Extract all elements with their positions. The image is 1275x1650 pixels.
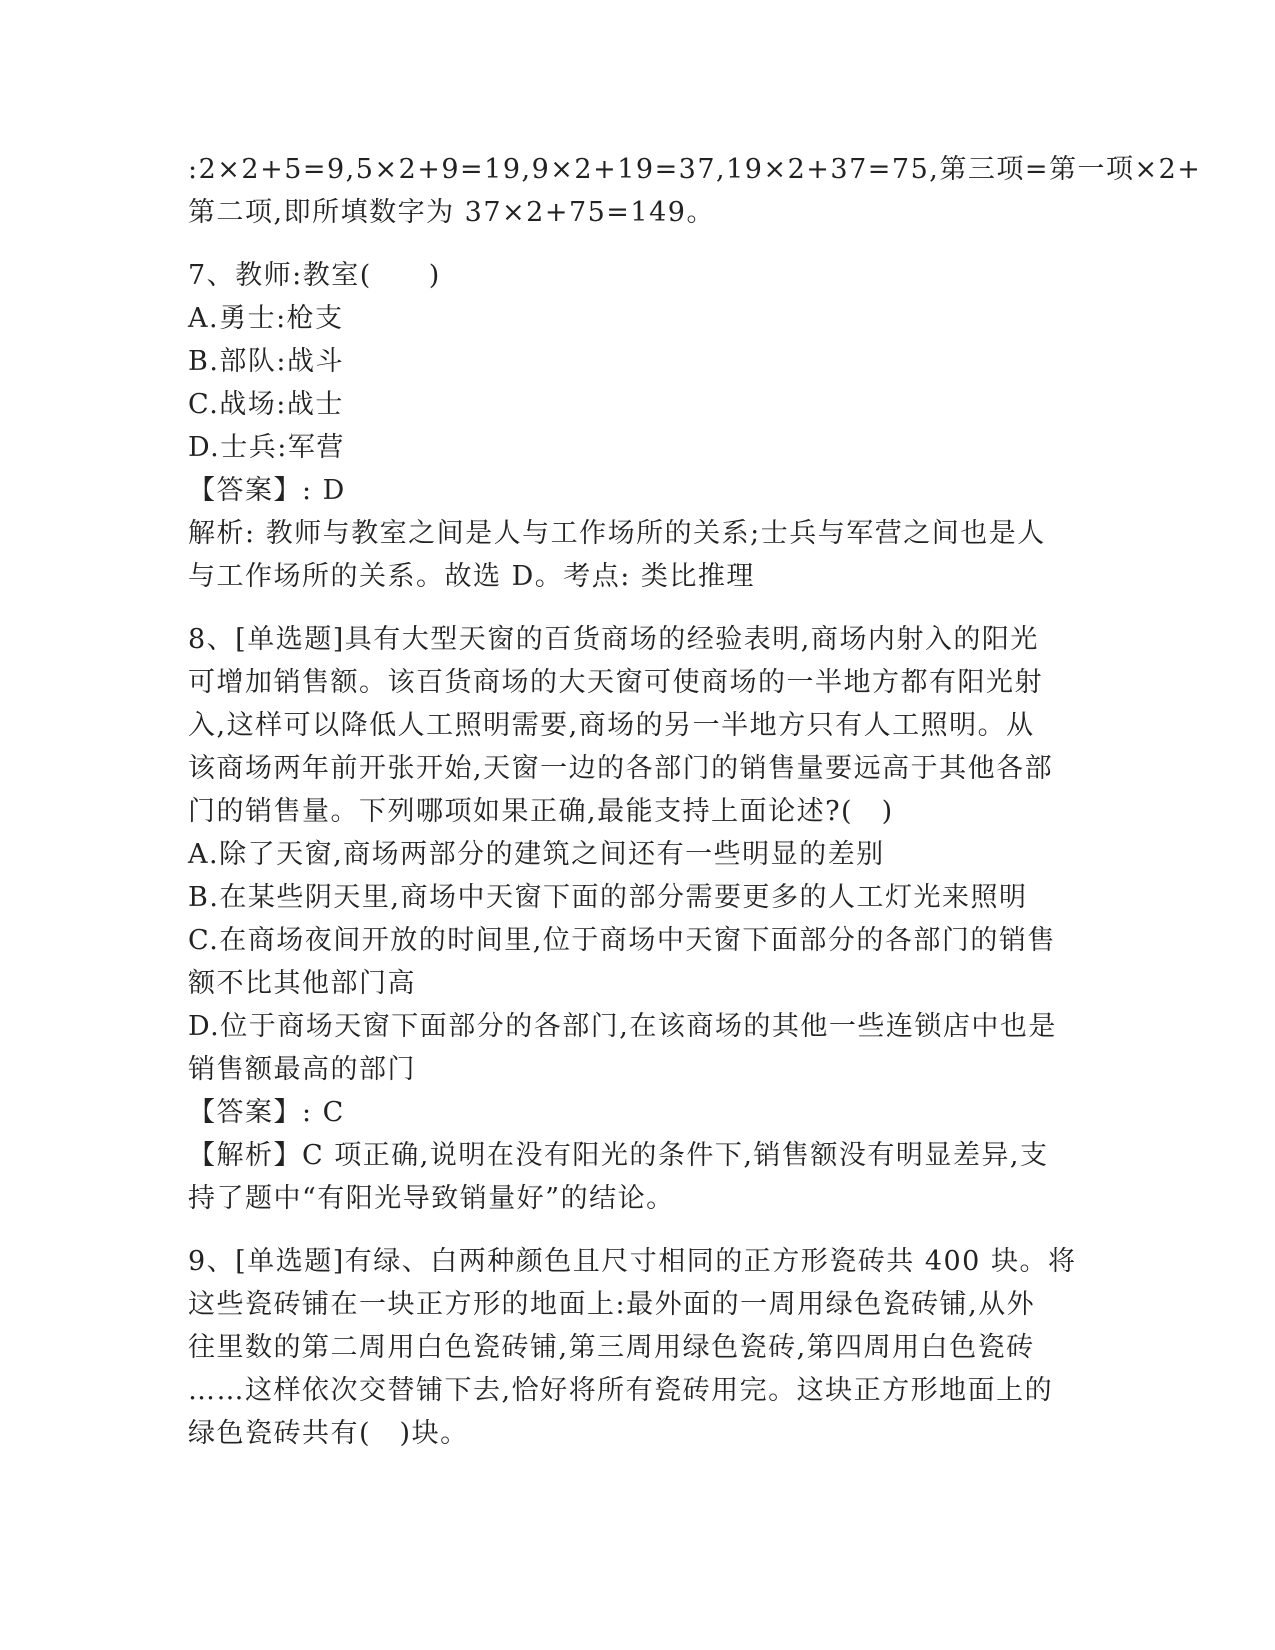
question-8-option-b: B.在某些阴天里,商场中天窗下面的部分需要更多的人工灯光来照明 <box>188 882 1028 913</box>
question-8-option-c: C.在商场夜间开放的时间里,位于商场中天窗下面部分的各部门的销售 <box>188 925 1056 956</box>
question-8-answer: 【答案】: C <box>188 1097 345 1128</box>
question-8-stem-line: 该商场两年前开张开始,天窗一边的各部门的销售量要远高于其他各部 <box>188 753 1054 784</box>
question-7-answer: 【答案】: D <box>188 475 346 506</box>
question-7-stem: 7、教师:教室( ) <box>188 260 441 291</box>
question-7-analysis-line: 解析: 教师与教室之间是人与工作场所的关系;士兵与军营之间也是人 <box>188 518 1046 549</box>
question-8-option-c-cont: 额不比其他部门高 <box>188 968 416 999</box>
question-7-option-c: C.战场:战士 <box>188 389 344 420</box>
question-7-option-b: B.部队:战斗 <box>188 346 345 377</box>
intro-line: :2×2+5=9,5×2+9=19,9×2+19=37,19×2+37=75,第三项=第一项×2+ <box>188 154 1202 185</box>
intro-line: 第二项,即所填数字为 37×2+75=149。 <box>188 197 715 228</box>
question-8-stem-line: 入,这样可以降低人工照明需要,商场的另一半地方只有人工照明。从 <box>188 710 1035 741</box>
question-8-analysis-line: 持了题中“有阳光导致销量好”的结论。 <box>188 1183 675 1214</box>
question-7-option-a: A.勇士:枪支 <box>188 303 344 334</box>
question-8-analysis-line: 【解析】C 项正确,说明在没有阳光的条件下,销售额没有明显差异,支 <box>188 1140 1049 1171</box>
question-8-stem-line: 门的销售量。下列哪项如果正确,最能支持上面论述?( ) <box>188 796 894 827</box>
question-8-stem-line: 可增加销售额。该百货商场的大天窗可使商场的一半地方都有阳光射 <box>188 667 1043 698</box>
question-8-option-d: D.位于商场天窗下面部分的各部门,在该商场的其他一些连锁店中也是 <box>188 1011 1057 1042</box>
question-9-stem-line: 9、[单选题]有绿、白两种颜色且尺寸相同的正方形瓷砖共 400 块。将 <box>188 1246 1077 1277</box>
question-9-stem-line: 这些瓷砖铺在一块正方形的地面上:最外面的一周用绿色瓷砖铺,从外 <box>188 1289 1036 1320</box>
question-8-option-a: A.除了天窗,商场两部分的建筑之间还有一些明显的差别 <box>188 839 885 870</box>
question-7-option-d: D.士兵:军营 <box>188 432 345 463</box>
question-9-stem-line: 往里数的第二周用白色瓷砖铺,第三周用绿色瓷砖,第四周用白色瓷砖 <box>188 1332 1035 1363</box>
question-9-stem-line: ……这样依次交替铺下去,恰好将所有瓷砖用完。这块正方形地面上的 <box>188 1375 1054 1406</box>
question-8-option-d-cont: 销售额最高的部门 <box>188 1054 416 1085</box>
document-page <box>188 148 1202 1455</box>
question-8-stem-line: 8、[单选题]具有大型天窗的百货商场的经验表明,商场内射入的阳光 <box>188 624 1039 655</box>
question-9-stem-line: 绿色瓷砖共有( )块。 <box>188 1418 469 1449</box>
question-7-analysis-line: 与工作场所的关系。故选 D。考点: 类比推理 <box>188 561 755 592</box>
